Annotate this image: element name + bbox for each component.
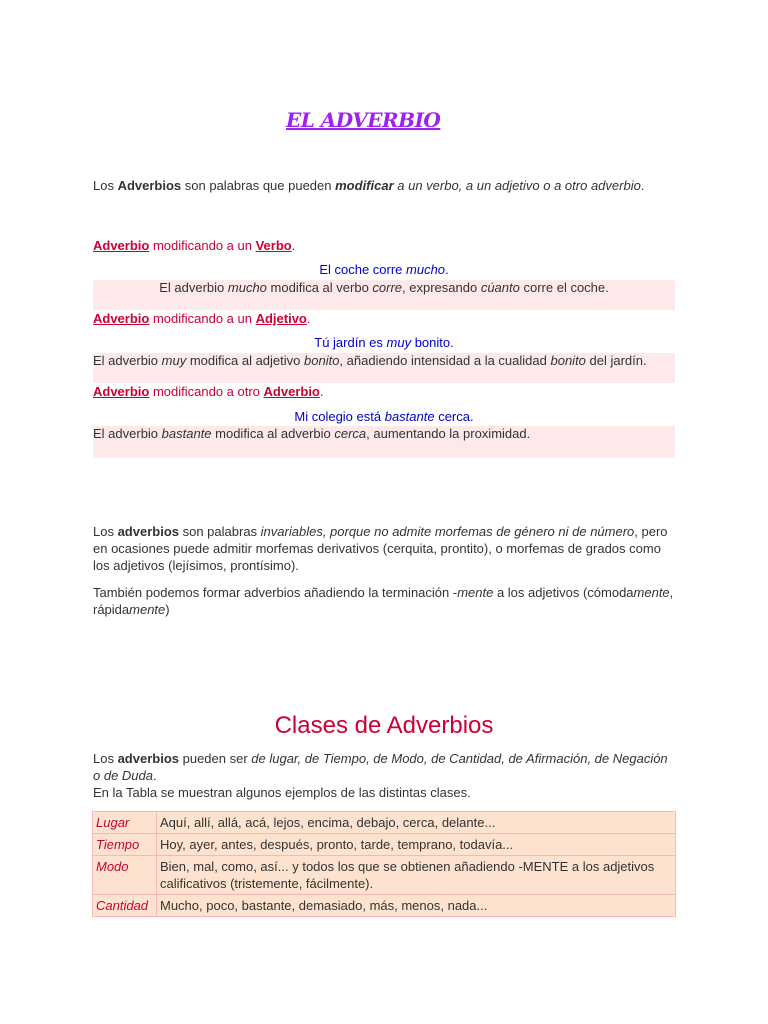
invariables-paragraph: Los adverbios son palabras invariables, porque no admite morfemas de género ni de número, pero en ocasiones puede admitir morfemas derivativos (cerquita, prontito), o morfemas de grados como los adjetivos (lejísimos, prontísimo). — [93, 524, 668, 573]
example-explanation-verbo: El adverbio mucho modifica al verbo corre, expresando cúanto corre el coche. — [93, 280, 675, 310]
page-title: EL ADVERBIO — [286, 108, 441, 132]
example-sentence-adjetivo: Tú jardín es muy bonito. — [314, 335, 454, 350]
table-cell-clase: Tiempo — [93, 834, 157, 856]
table-cell-clase: Lugar — [93, 812, 157, 834]
table-row — [93, 812, 676, 834]
example-explanation-adverbio: El adverbio bastante modifica al adverbio cerca, aumentando la proximidad. — [93, 426, 675, 458]
table-cell-ejemplos: Hoy, ayer, antes, después, pronto, tarde, temprano, todavía... — [157, 834, 676, 856]
section-title-clases: Clases de Adverbios — [274, 712, 494, 739]
table-cell-clase: Cantidad — [93, 895, 157, 917]
example-heading-verbo: Adverbio modificando a un Verbo. — [93, 238, 296, 253]
example-sentence-adverbio: Mi colegio está bastante cerca. — [294, 409, 474, 424]
table-row — [93, 895, 676, 917]
example-sentence-verbo: El coche corre mucho. — [319, 262, 449, 277]
table-row — [93, 834, 676, 856]
table-cell-clase: Modo — [93, 856, 157, 895]
example-heading-adverbio: Adverbio modificando a otro Adverbio. — [93, 384, 324, 399]
mente-paragraph: También podemos formar adverbios añadiendo la terminación -mente a los adjetivos (cómodamente, rápidamente) — [93, 585, 674, 617]
table-row — [93, 856, 676, 895]
example-heading-adjetivo: Adverbio modificando a un Adjetivo. — [93, 311, 311, 326]
clases-intro-paragraph: Los adverbios pueden ser de lugar, de Tiempo, de Modo, de Cantidad, de Afirmación, de Negación o de Duda. En la Tabla se muestran algunos ejemplos de las distintas clases. — [93, 751, 668, 800]
table-cell-ejemplos: Mucho, poco, bastante, demasiado, más, menos, nada... — [157, 895, 676, 917]
table-cell-ejemplos: Bien, mal, como, así... y todos los que se obtienen añadiendo -MENTE a los adjetivos calificativos (tristemente, fácilmente). — [157, 856, 676, 895]
example-explanation-adjetivo: El adverbio muy modifica al adjetivo bonito, añadiendo intensidad a la cualidad bonito del jardín. — [93, 353, 675, 383]
clases-table — [92, 811, 676, 917]
intro-paragraph: Los Adverbios son palabras que pueden modificar a un verbo, a un adjetivo o a otro adverbio. — [93, 178, 645, 193]
table-cell-ejemplos: Aquí, allí, allá, acá, lejos, encima, debajo, cerca, delante... — [157, 812, 676, 834]
